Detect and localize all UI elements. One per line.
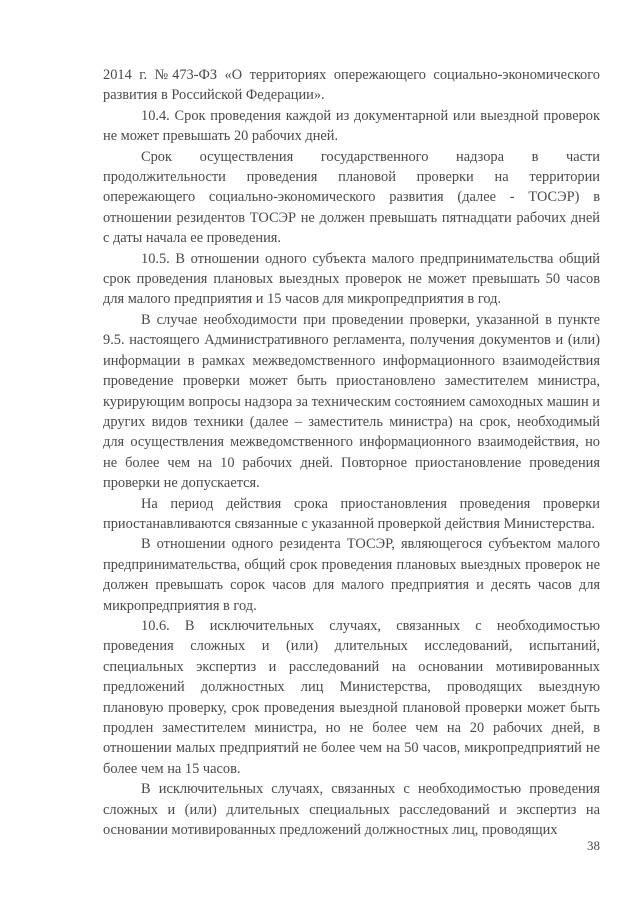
paragraph-tosr-resident: В отношении одного резидента ТОСЭР, являющегося субъектом малого предпринимательства, общий срок проведения плановых выездных проверок не должен превышать сорок часов для малого предприятия и десять часов для микропредприятия в год. <box>103 536 600 614</box>
paragraph-suspension: В случае необходимости при проведении проверки, указанной в пункте 9.5. настоящего Административного регламента, получения документов и (или) информации в рамках межведомственного информационного взаимодействия проведение проверки может быть приостановлено заместителем министра, курирующим вопросы надзора за техническим состоянием самоходных машин и других видов техники (далее – заместитель министра) на срок, необходимый для осуществления межведомственного информационного взаимодействия, но не более чем на 10 рабочих дней. Повторное приостановление проведения проверки не допускается. <box>103 311 600 492</box>
paragraph-10-5: 10.5. В отношении одного субъекта малого предпринимательства общий срок проведения плановых выездных проверок не может превышать 50 часов для малого предприятия и 15 часов для микропредприятия в год. <box>103 250 600 308</box>
paragraph-tosr-term: Срок осуществления государственного надзора в части продолжительности проведения плановой проверки на территории опережающего социально-экономического развития (далее - ТОСЭР) в отношении резидентов ТОСЭР не должен превышать пятнадцати рабочих дней с даты начала ее проведения. <box>103 148 600 247</box>
document-body <box>103 65 600 840</box>
paragraph-suspension-period: На период действия срока приостановления проведения проверки приостанавливаются связанные с указанной проверкой действия Министерства. <box>103 495 600 532</box>
paragraph-exceptional-cases: В исключительных случаях, связанных с необходимостью проведения сложных и (или) длительных специальных расследований и экспертиз на основании мотивированных предложений должностных лиц, проводящих <box>103 781 600 839</box>
paragraph-10-4: 10.4. Срок проведения каждой из документарной или выездной проверок не может превышать 20 рабочих дней. <box>103 107 600 145</box>
paragraph-law-reference: 2014 г. №473-ФЗ «О территориях опережающего социально-экономического развития в Российской Федерации». <box>103 67 600 104</box>
paragraph-10-6: 10.6. В исключительных случаях, связанных с необходимостью проведения сложных и (или) длительных исследований, испытаний, специальных экспертиз и расследований на основании мотивированных предложений должностных лиц Министерства, проводящих выездную плановую проверку, срок проведения выездной плановой проверки может быть продлен заместителем министра, но не более чем на 20 рабочих дней, в отношении малых предприятий не более чем на 50 часов, микропредприятий не более чем на 15 часов. <box>103 617 600 777</box>
page-number: 38 <box>587 838 600 853</box>
